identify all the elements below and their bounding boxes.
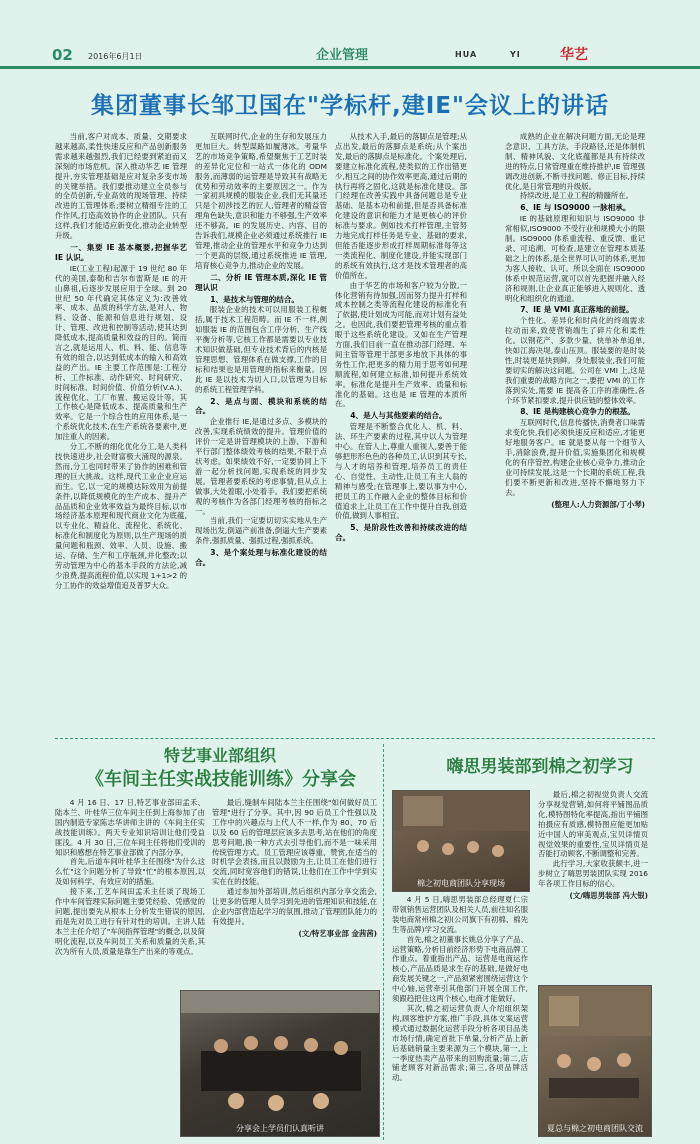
article2-signature: (文/特艺事业部 金茜茜): [298, 928, 377, 938]
article3-title: 嗨思男装部到棉之初学习: [446, 757, 634, 777]
article2-photo-caption: 分享会上学员们认真听讲: [236, 1124, 324, 1133]
article1-paragraph: 当前,我们一定要切切实实地从生产现场出发,倒逼产前准备,倒逼大生产要素条件,强抓质量、强抓过程,强抓系统。: [195, 516, 327, 546]
article1-subheading: 2、是点与面、模块和系统的结合。: [195, 396, 327, 416]
article2-title-line1: 特艺事业部组织: [163, 746, 276, 765]
article1-paragraph: 互联网时代,信息传播快,消费者口味需求变化快,我们必须快速反应和适应,才能更好地服务客户。IE 就是要从每一个细节入手,消除浪费,提升价值,实施集团化和规模化的有序管控,构建企业核心竞争力,推动企业可持续发展,这是一个长期的系统工程,我们要不断更新和改进,坚持不懈地努力下去。: [505, 418, 645, 497]
article2-paragraph: 接下来,工艺车间田孟禾主任谈了现场工作中车间管理实际问题主要凭经验、凭感觉的问题,提出要先从根本上分析发生错误的原因,而是先对员工进行有针对性的培训。主讲人陆本兰主任介绍了"车间指挥管理"的概念,以及简明化流程,以及车间员工关系和质量的关系,其次为所有人员,质量是靠生产出来的等观点。: [55, 887, 205, 956]
article3-column-2: [538, 790, 648, 980]
article3-photo-1: [392, 790, 530, 892]
article1-signature: (整理人:人力资源部/丁小琴): [551, 499, 645, 509]
article1-subheading: 1、是技术与管理的结合。: [210, 294, 300, 304]
article1-paragraph: 分工,不断的细化优化分工,是人类科技快速进步,社会财富极大涌现的源泉。然而,分工也同时带来了协作的困难和管理的巨大挑战。这样,现代工业企业应运而生。它,以一定的规模达际效用为前提条件,以降低规模化的生产成本、提升产品品质和企业效率效益为最终目标,以市场经济基本原理和现代商业文化为底蕴,以专业化、精益化、流程化、系统化、标准化和制度化为原则,以生产现场的质量问题和瓶颈、效率、人员、设施、搬运、存储、生产和工序瓶颈,并化整改;以劳动管理为中心的基本手段的方法论,减少浪费,提高流程价值,以实现 1+1>2 的分工协作的效益增值追及普罗大众。: [55, 442, 187, 590]
article1-headline: 集团董事长邹卫国在"学标杆,建IE"会议上的讲话: [91, 93, 609, 119]
section-divider: [55, 738, 655, 740]
article3-signature: (文/嗨思男装部 冯大银): [569, 891, 648, 901]
article1-paragraph: 企业推行 IE,是通过多点、多模块的改善,实现系统绩效的提升。管理价值的评价一定是讲管理模块的上游、下游和平行部门整体绩效考核的结果,不限于点状考虑。如果绩效不好,一定要协同上下游一起分析找问题,实现系统的同步发展。管理者要系统的考虑事情,但从点上做事,大处着眼,小处着手。我们要把系统观的考核作为各部门经理考核的指标之一。: [195, 417, 327, 516]
article1-column-3: [335, 132, 467, 732]
article1-subheading: 7、IE 是 VMI 真正落地的前提。: [520, 305, 634, 315]
column-divider: [383, 744, 385, 1140]
article1-paragraph: 服装企业的技术可以用服装工程概括,属于技术工程范畴。而 IE 不一样,例如服装 IE 的范围包含工序分析、生产线平衡分析等,它核工作都是需要以专业技术知识做基础,但专业技术背后的内核是管理思想、管理体系在做支撑,工作的目标和结果也是用管理的指标来衡量。因此 IE 是以技术为切入口,以管理为目标的系统工程管理学科。: [195, 305, 327, 394]
article3-photo2-caption: 夏总与棉之初电商团队交流: [547, 1124, 643, 1133]
article2-paragraph: 4 月 16 日、17 日,特艺事业部田孟禾、陆本兰、叶桂华三位车间主任到上海参加了由国内制造专家陈志华讲师主讲的《车间主任实战技能训练》。两天专业知识培训让他们受益匪浅。4 月 30 日,三位车间主任将他们受训的知识和感想在特艺事业部做了内部分享。: [55, 798, 205, 857]
article1-subheading: 二、分析 IE 管理本质,深化 IE 管理认识: [195, 272, 327, 292]
article1-paragraph: 持续改进,是工业工程的精髓所在。: [519, 191, 634, 201]
article3-paragraph: 此行学习,大家收获颇丰,进一步树立了嗨思男装团队实现 2016 年各项工作目标的信心。: [538, 859, 648, 889]
article1-subheading: 一、集要 IE 基本概要,把握华艺 IE 认识。: [55, 242, 187, 262]
page-number: 02: [52, 46, 73, 64]
article3-paragraph: 其次,棉之初运营负责人介绍组织架构,顾客维护方案,推广手段,具体文案运营模式通过数据化运营手段分析各项目品类市场行情,确定首批下单量,分析产品上新后基础销量主要来源为三个模块,第一,上一季度热卖产品带来的回购流量;第二,店铺老顾客对新品需求;第三,各项品牌活动。: [392, 1003, 528, 1083]
article1-paragraph: 互联网时代,企业的生存和发展压力更加巨大。转型谋路如履薄冰。考量华艺的市场竞争策略,希望聚焦于工艺时装的差异化定位和一站式一体化的 ODM 服务,而薄弱的运管理是导致其有战略无优势和劳动效率的主要原因之一。作为一家初具规模的服装企业,我们无其量还只是个初涉技艺的匠人,管理者的精益管理角色缺失,意识和能力不够强,生产效率还不够高。IE 的发展历史、内容、目的告诉我们,规模企业必须通过系统推行 IE 管理,推动企业的管理水平和竞争力达到一个更高的层级,通过系统推进 IE 管理,培育核心竞争力,推动企业的发展。: [195, 132, 327, 270]
article1-paragraph: IE(工业工程)起源于 19 世纪 80 年代的美国,泰勒和吉尔布雷斯是 IE 的开山鼻祖,后逐步发展应用于全球。到 20 世纪 50 年代确定其体定义为:改善效率、成本、品质的科学方法,是对人、物料、设备、能源和信息进行规划、设计、管理、改进和控制等活动,使其达到降低成本,提高质量和效益的目的。简而言之,就是运用人、机、料、能、信息等有效的组合,以达到低成本的输入和高效益的产出。IE 主要工作范围是:工程分析、工作标准、动作研究、时间研究、时间标准、时间价值、价值分析(V.A.)、流程优化、工厂布置、搬运设计等。其工作核心是降低成本、提高质量和生产效率。它是一个综合性的应用体系,是一个系统优化技术,在生产系统各要素中,更加注重人的因素。: [55, 263, 187, 442]
article1-paragraph: 由于华艺的市场和客户较为分散,一体化营销有待加强,因而努力提升打样和成本控制之类等流程化建设的标准化有了依据,使计划成为可能,而对计划有益处之。也因此,我们要把管理考核的重点着眼于这些系统化建设。又如在生产管理方面,我们目前一直在推动部门经理、车间主管等管理干部更多地放下具体的事务性工作,把更多的精力用于思考如何理顺流程,如何建立标准,如何提升系统效率。标准化是提升生产效率、质量和标准化的基础。这也是 IE 管理的本质所在。: [335, 280, 467, 409]
section-title: 企业管理: [316, 48, 369, 63]
article1-paragraph: 个性化、差异化和时尚化的终端需求拉动而来,致使营销端生了碎片化和柔性化。以钢花产、多款少量、快单补单追单,快如江海决堤,泰山压顶。服装要的是时装性,时装更是快到鲜。身处服装业,我们可能要切实的解决这问题。公司在 VMI 上,这是我们重要的战略方向之一,要把 VMI 的工作落到实处,需要 IE 提高各工序的准确性,各个环节紧扣要求,提升供应链的整体效率。: [505, 316, 645, 405]
article2-paragraph: 最后,缝制车间陆本兰主任围绕"如何做好员工管理"进行了分享。其中,因 90 后员工个性强以及工作中的兴趣点与上代人不一样,作为 80、70 后以及 60 后的管理层应该多去思考,站在他们的角度思考问题,换一种方式去引导他们,而不是一味采用传统管理方式。员工管理应该尊重、赞赏,在适当的时机学会表扬,而且以鼓励为主,让员工在他们进行交流,同时宽容他们的错误,让他们在工作中学到实实在在的技能。: [212, 798, 377, 887]
article3-paragraph: 4 月 5 日,嗨思男装部总经理夏仁宗带领销售运营团队及相关人员,前往知名服装电商常州棉之初(公司旗下有初棉、棉先生等品牌)学习交流。: [392, 895, 528, 934]
article1-paragraph: 管理是不断整合优化人、机、料、法、环生产要素的过程,其中以人为管理中心。在管人上,尊重人重视人,要善于能够把形形色色的各种员工,认识到其专长,与人才的培养和管理,培养员工的责任心、自觉性、主动性,让员工有主人翁的精神与感受;在管理事上,要以事为中心,把员工的工作融入企业的整体目标和价值追求上,让员工在工作中提升自我,创造价值,做到人事相宜。: [335, 422, 467, 521]
page-header: [0, 40, 700, 69]
article1-subheading: 4、是人与其他要素的结合。: [350, 411, 447, 421]
article1-paragraph: IE 的基础原理和知识与 ISO9000 非常相似,ISO9000 不受行业和规模大小的限制。ISO9000 体系重流程、重反馈、重记录、可追溯、可检查,是建立在管理本质基础之上的体系,是全世界可认可的体系,更加为客人接收、认可。所以全面在 ISO9000 体系中规范运营,就可以首先把握并融入经济和规则,让企业真正能够进入规则化、透明化和组织化的通道。: [505, 214, 645, 303]
article3-photo1-caption: 棉之初电商团队分享现场: [417, 879, 505, 888]
article2-paragraph: 通过参加外部培训,然后组织内部分享交流会,让更多的管理人员学习到先进的管理知识和技能,在企业内部营造起学习的氛围,推动了管理团队能力的有效提升。: [212, 887, 377, 926]
article1-paragraph: 从技术入手,最后的落脚点是管理;从点出发,最后的落脚点是系统;从个案出发,最后的落脚点是标准化。个案处理后,要建立标准化流程,使类似的工作出错更少,相互之间的协作效率更高,通过后期的执行再将之固化,这就是标准化建设。部门经理在改善实践中具备问题总是专业基础、是基本功和前提,但是否具备标准化建设的意识和能力才是更核心的评价标准与要求。例如技术打样管理,主管努力地完成打样任务是专业、基础的要求,但能否能逐步形成打样周期标准每等这一类流程化、制度化建设,并能实现部门的系统有效执行,这才是技术管理者的高价值所在。: [335, 132, 467, 280]
article1-column-2: [195, 132, 327, 732]
article2-title-line2: 《车间主任实战技能训练》分享会: [86, 769, 356, 790]
team-exchange-image: [539, 986, 651, 1136]
brand-logo-text: 华艺: [560, 47, 588, 63]
article1-subheading: 5、是阶段性改善和持续改进的结合。: [335, 523, 467, 543]
issue-date: 2016年6月1日: [88, 52, 143, 61]
meeting-room-image: [181, 991, 379, 1136]
article1-subheading: 8、IE 是构建核心竞争力的根基。: [520, 407, 635, 417]
article1-subheading: 6、IE 与 ISO9000 一脉相承。: [520, 203, 631, 213]
article1-subheading: 3、是个案处理与标准化建设的结合。: [195, 548, 327, 568]
article2-paragraph: 首先,后道车间叶桂华主任围绕"为什么这么忙"这个问题分析了导致"忙"的根本原因,以及如何科学、有效应对的措施。: [55, 857, 205, 887]
article2-column-2: [212, 798, 377, 983]
article1-paragraph: 成熟的企业在解决问题方面,无论是理念意识、工具方法、手段路径,还是体制机制、精神风貌、文化底蕴都是具有持续改进的特点,日常管理重在维持推护,IE 管理强调改进创新,不断寻找问题、修正目标,持续优化,是日常管理的升级版。: [505, 132, 645, 191]
article1-paragraph: 当前,客户对成本、质量、交期要求越来越高,柔性快速反应和产品创新服务需求越来越强烈,我们已经要到紧迫而又深刻的市场危机。深入推动华艺 IE 管理提升,夯实管理基础是应对复杂多变市场的关键举措。我们要推动建立全员参与的全员创新,专业高效的现场管理、持续改进的工管理体系;要树立精细专注的工作作风,打造高效协作的企业团队。只有这样,我们才能适应新变化,推动企业转型升级。: [55, 132, 187, 241]
article3-paragraph: 首先,棉之初董事长姚总分享了产品、运营策略,分析目前经济形势下电商品牌工作重点。着重指出产品、运营是电商运作核心,产品品质是求生存的基础,是做好电商发展关键之一,产品须紧密围绕运营这个中心轴,运营牵引其他部门开展全面工作,须跟趋把住这两个核心,电商才能做好。: [392, 934, 528, 1004]
brand-en-yi: YI: [510, 50, 521, 59]
brand-en-hua: HUA: [455, 50, 478, 59]
article2-meeting-photo: [180, 990, 380, 1137]
article3-paragraph: 最后,棉之初视觉负责人交流分享视觉营销,如何将平铺图品质化,模特图特化率提高,指出平铺图拍摄应有质感,模特图应能更加贴近中国人的审美观点,宝贝详情页视觉效果的重要性,宝贝详情页是否能打动顾客,不断调整和完善。: [538, 790, 648, 859]
article1-column-1: [55, 132, 187, 732]
article1-column-4: [505, 132, 645, 732]
sharing-session-image: [393, 791, 529, 891]
article3-photo-2: [538, 985, 652, 1137]
article3-column-1: [392, 895, 528, 1140]
